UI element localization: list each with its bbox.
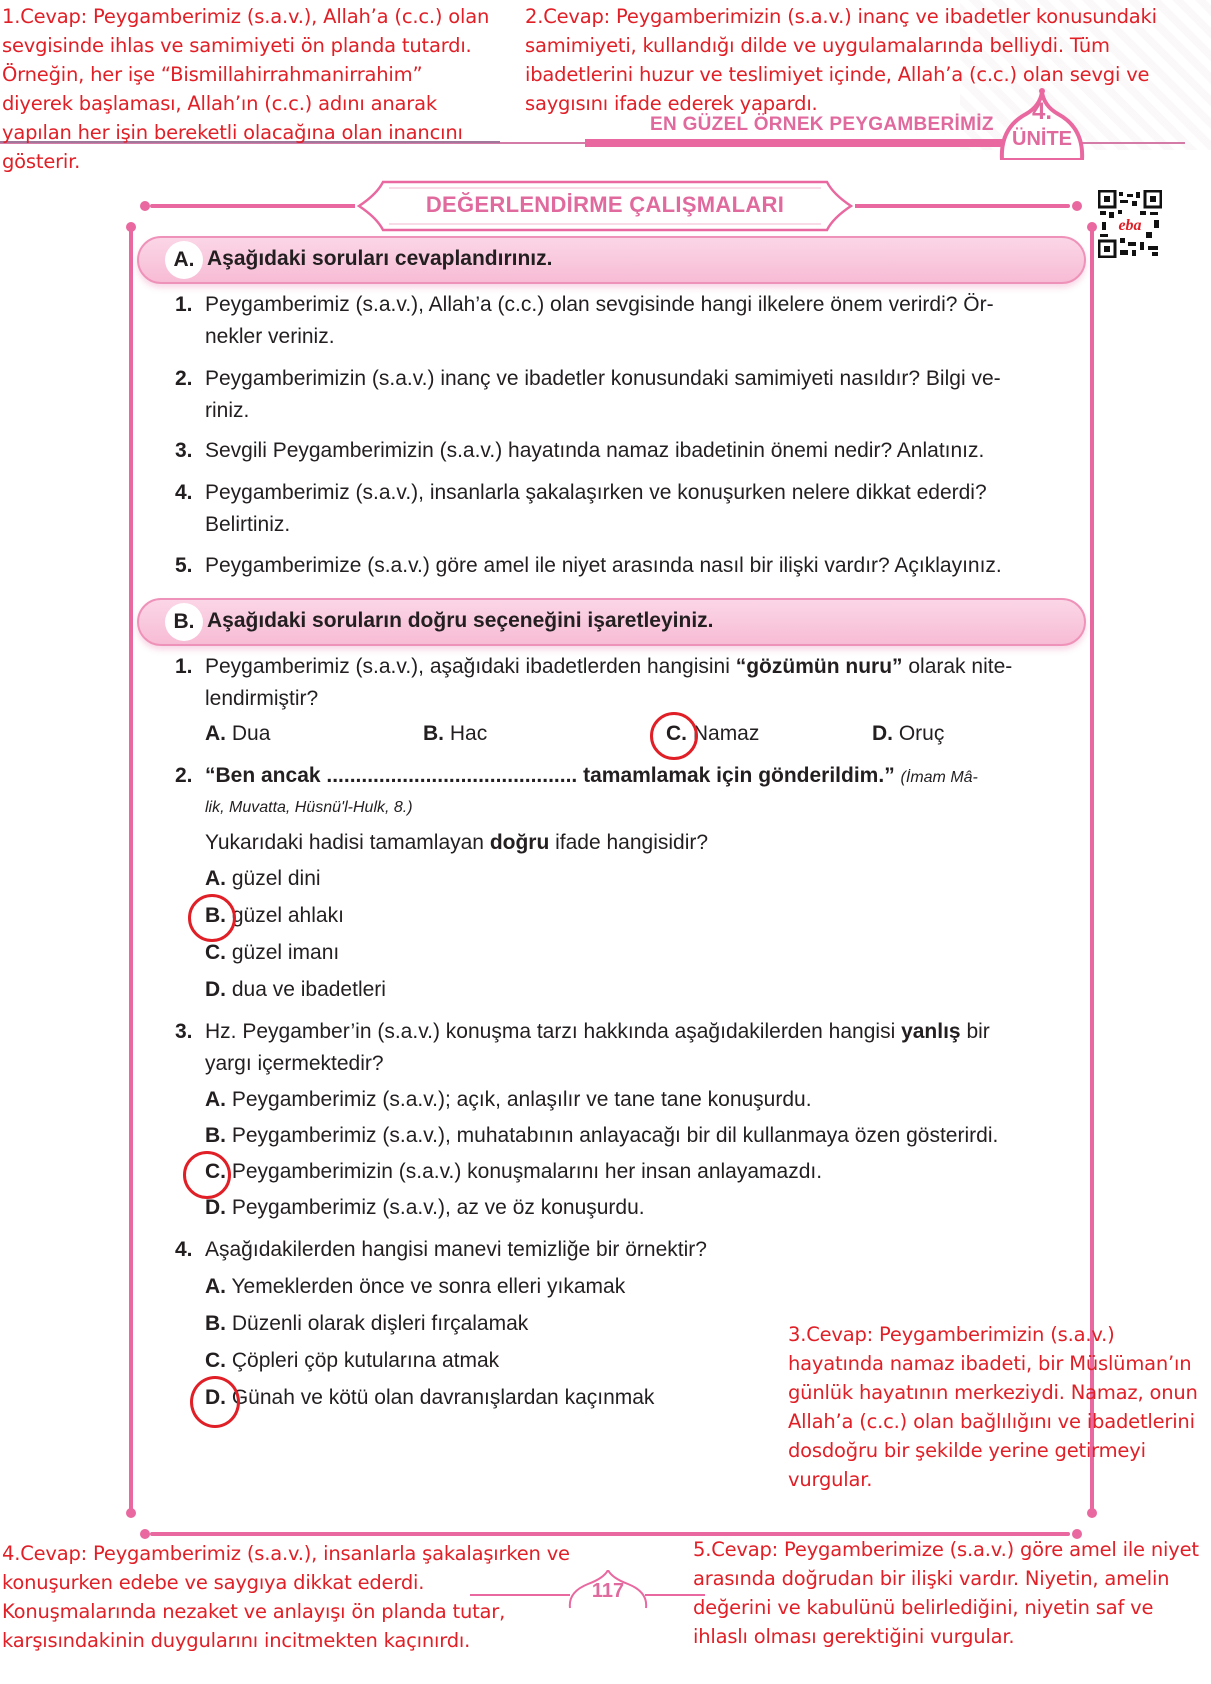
option-b4-a[interactable]: A. Yemeklerden önce ve sonra elleri yıkamak	[205, 1275, 626, 1298]
question-a1: 1. Peygamberimiz (s.a.v.), Allah’a (c.c.) olan sevgisinde hangi ilkelere önem verirdi? Ör-	[175, 293, 994, 316]
section-a-letter: A.	[165, 241, 203, 279]
option-b1-d[interactable]: D. Oruç	[872, 722, 945, 745]
unit-label: ÜNİTE	[1012, 128, 1072, 150]
question-a2: 2. Peygamberimizin (s.a.v.) inanç ve ibadetler konusundaki samimiyeti nasıldır? Bilgi ve-	[175, 367, 1001, 390]
frame-corner-dot	[126, 222, 136, 232]
page-number-badge	[568, 1570, 648, 1610]
option-b2-b[interactable]: B. güzel ahlakı	[205, 904, 344, 927]
option-b3-c[interactable]: C. Peygamberimizin (s.a.v.) konuşmalarını her insan anlayamazdı.	[205, 1160, 823, 1183]
chapter-title: EN GÜZEL ÖRNEK PEYGAMBERİMİZ	[650, 114, 994, 135]
answer-annotation-4: 4.Cevap: Peygamberimiz (s.a.v.), insanlarla şakalaşırken ve konuşurken edebe ve saygıya dikkat ederdi. Konuşmalarında nezaket ve anlayışı ön planda tutar, karşısındakinin duygularını incitmekten kaçınırdı.	[2, 1542, 570, 1652]
section-b-header	[137, 598, 1086, 646]
qr-code[interactable]	[1098, 190, 1162, 258]
answer-annotation-2: 2.Cevap: Peygamberimizin (s.a.v.) inanç ve ibadetler konusundaki samimiyeti, kullandığı dilde ve uygulamalarında belliydi. Tüm ibadetlerini huzur ve teslimiyet içinde, Allah’a (c.c.) olan sevgi ve saygısını ifade ederek yapardı.	[525, 5, 1157, 115]
answer-annotation-3: 3.Cevap: Peygamberimizin (s.a.v.) hayatında namaz ibadeti, bir Müslüman’ın günlük hayatının merkeziydi. Namaz, onun Allah’a (c.c.) olan bağlılığını ve ibadetlerini dosdoğru bir şekilde yerine getirmeyi vurgular.	[788, 1323, 1198, 1491]
frame-corner-dot	[140, 201, 150, 211]
question-b4: 4. Aşağıdakilerden hangisi manevi temizliğe bir örnektir?	[175, 1238, 707, 1261]
frame-corner-dot	[1087, 222, 1097, 232]
header-rule-accent	[585, 139, 1005, 147]
question-b1-cont: lendirmiştir?	[205, 687, 319, 710]
qr-code-icon	[1098, 190, 1162, 258]
answer-mark-circle	[183, 1151, 231, 1199]
option-b2-d[interactable]: D. dua ve ibadetleri	[205, 978, 386, 1001]
frame-corner-dot	[1087, 1508, 1097, 1518]
section-a-header	[137, 236, 1086, 284]
answer-mark-circle	[190, 1376, 240, 1428]
question-a4: 4. Peygamberimiz (s.a.v.), insanlarla şakalaşırken ve konuşurken nelere dikkat ederdi?	[175, 481, 987, 504]
option-b1-a[interactable]: A. Dua	[205, 722, 271, 745]
question-a5: 5. Peygamberimize (s.a.v.) göre amel ile niyet arasında nasıl bir ilişki vardır? Açıklayınız.	[175, 554, 1002, 577]
frame-corner-dot	[1072, 201, 1082, 211]
answer-mark-circle	[650, 712, 698, 760]
question-a2-cont: riniz.	[205, 399, 250, 422]
option-b3-a[interactable]: A. Peygamberimiz (s.a.v.); açık, anlaşılır ve tane tane konuşurdu.	[205, 1088, 812, 1111]
option-b3-b[interactable]: B. Peygamberimiz (s.a.v.), muhatabının anlayacağı bir dil kullanmaya özen gösterirdi.	[205, 1124, 999, 1147]
option-b4-d[interactable]: D. Günah ve kötü olan davranışlardan kaçınmak	[205, 1386, 655, 1409]
option-b2-a[interactable]: A. güzel dini	[205, 867, 321, 890]
frame-corner-dot	[126, 1508, 136, 1518]
question-b3: 3. Hz. Peygamber’in (s.a.v.) konuşma tarzı hakkında aşağıdakilerden hangisi yanlış bir	[175, 1020, 990, 1043]
option-b1-c[interactable]: C. Namaz	[666, 722, 760, 745]
option-b3-d[interactable]: D. Peygamberimiz (s.a.v.), az ve öz konuşurdu.	[205, 1196, 645, 1219]
option-b4-b[interactable]: B. Düzenli olarak dişleri fırçalamak	[205, 1312, 529, 1335]
answer-annotation-5: 5.Cevap: Peygamberimize (s.a.v.) göre amel ile niyet arasında doğrudan bir ilişki vardır. Niyetin, amelin değerini ve kabulünü belirlediğini, niyetin saf ve ihlaslı olması gerektiğini vurgular.	[693, 1538, 1199, 1648]
section-title: DEĞERLENDİRME ÇALIŞMALARI	[425, 192, 785, 217]
option-b1-b[interactable]: B. Hac	[423, 722, 488, 745]
section-title-ribbon	[355, 180, 855, 232]
question-b1: 1. Peygamberimiz (s.a.v.), aşağıdaki ibadetlerden hangisini “gözümün nuru” olarak nite-	[175, 655, 1013, 678]
question-b2: 2. “Ben ancak ........................................... tamamlamak için gönderildim.” (İmam Mâ-	[175, 764, 978, 787]
option-b2-c[interactable]: C. güzel imanı	[205, 941, 340, 964]
question-a4-cont: Belirtiniz.	[205, 513, 291, 536]
question-b2-stem: Yukarıdaki hadisi tamamlayan doğru ifade hangisidir?	[205, 831, 709, 854]
unit-number: 4.	[1031, 98, 1052, 125]
svg-text:eba: eba	[1118, 217, 1142, 234]
option-b4-c[interactable]: C. Çöpleri çöp kutularına atmak	[205, 1349, 500, 1372]
question-b2-source: lik, Muvatta, Hüsnü'l-Hulk, 8.)	[205, 799, 413, 816]
section-b-instruction: Aşağıdaki soruların doğru seçeneğini işaretleyiniz.	[207, 609, 714, 632]
question-b3-cont: yargı içermektedir?	[205, 1052, 384, 1075]
section-b-letter: B.	[165, 603, 203, 641]
frame-left-border	[129, 230, 133, 1515]
question-a3: 3. Sevgili Peygamberimizin (s.a.v.) hayatında namaz ibadetinin önemi nedir? Anlatınız.	[175, 439, 985, 462]
frame-corner-dot	[140, 1529, 150, 1539]
page-number: 117	[591, 1580, 625, 1602]
section-a-instruction: Aşağıdaki soruları cevaplandırınız.	[207, 247, 553, 270]
answer-annotation-1: 1.Cevap: Peygamberimiz (s.a.v.), Allah’a (c.c.) olan sevgisinde ihlas ve samimiyeti ön planda tutardı. Örneğin, her işe “Bismillahirrahmanirrahim” diyerek başlaması, Allah’ın (c.c.) adını anarak yapılan her işin bereketli olacağına olan inancını gösterir.	[2, 5, 490, 173]
answer-mark-circle	[188, 894, 236, 942]
question-a1-cont: nekler veriniz.	[205, 325, 335, 348]
